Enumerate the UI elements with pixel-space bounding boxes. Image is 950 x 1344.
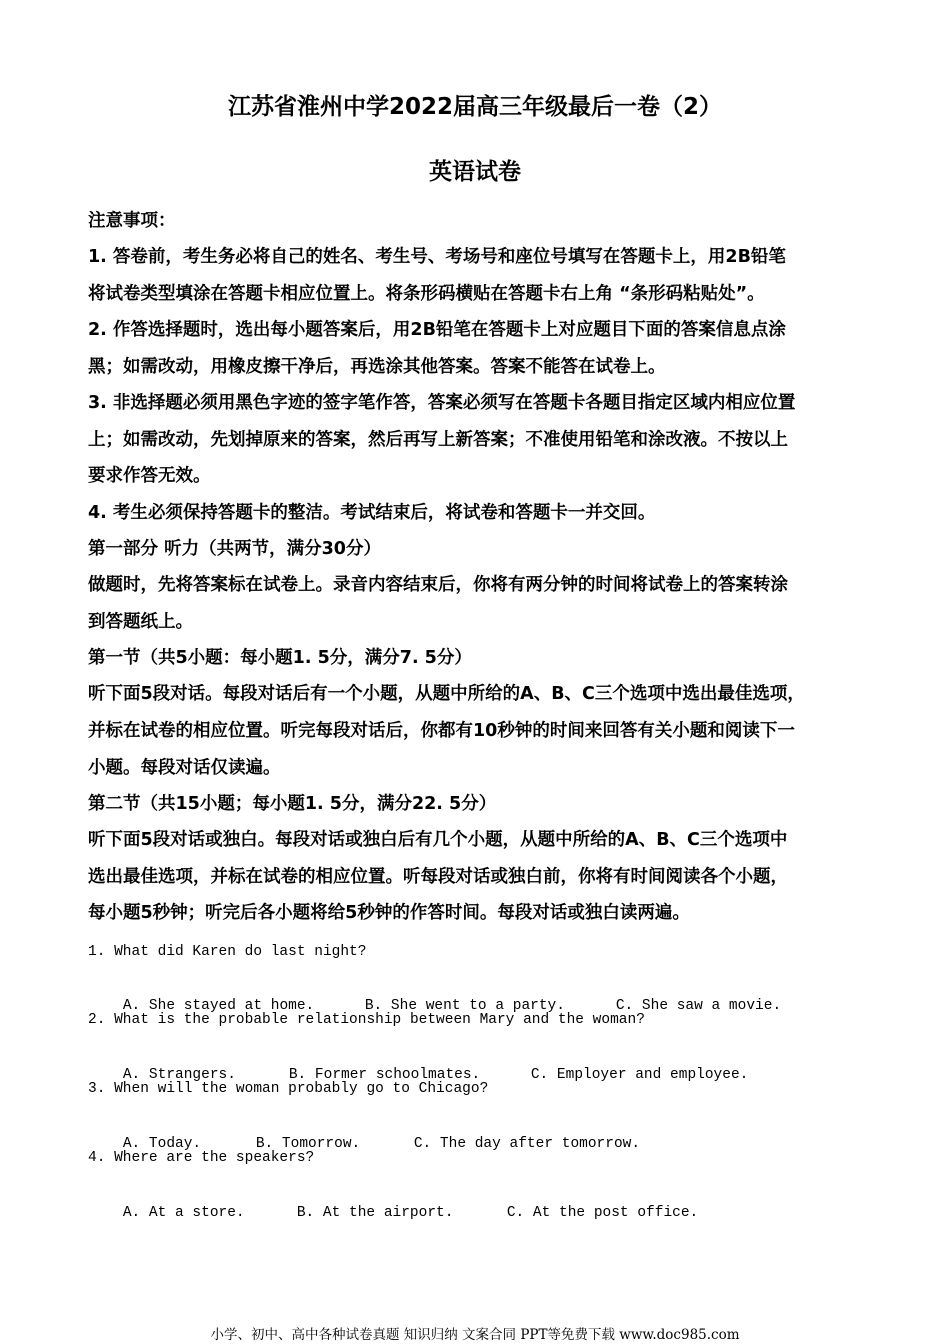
part1-intro-line-2: 到答题纸上。 — [88, 612, 193, 632]
question-2-option-c: C. Employer and employee. — [530, 1067, 749, 1083]
section1-line-3: 小题。每段对话仅读遍。 — [88, 758, 281, 778]
notice-item-2-line-1: 2. 作答选择题时，选出每小题答案后，用2B铅笔在答题卡上对应题目下面的答案信息点涂 — [88, 320, 786, 340]
notice-item-4-line-1: 4. 考生必须保持答题卡的整洁。考试结束后，将试卷和答题卡一并交回。 — [88, 503, 656, 523]
question-3-option-b: B. Tomorrow. — [255, 1136, 361, 1152]
section2-heading: 第二节（共15小题；每小题1. 5分，满分22. 5分） — [88, 794, 497, 814]
section1-line-2: 并标在试卷的相应位置。听完每段对话后，你都有10秒钟的时间来回答有关小题和阅读下一 — [88, 721, 795, 741]
question-2: 2. What is the probable relationship between Mary and the woman? — [88, 1012, 645, 1028]
notice-item-3-line-3: 要求作答无效。 — [88, 466, 211, 486]
question-4: 4. Where are the speakers? — [88, 1150, 315, 1166]
section2-line-2: 选出最佳选项，并标在试卷的相应位置。听每段对话或独白前，你将有时间阅读各个小题， — [88, 867, 788, 887]
question-1-option-c: C. She saw a movie. — [615, 998, 782, 1014]
part1-intro-line-1: 做题时，先将答案标在试卷上。录音内容结束后，你将有两分钟的时间将试卷上的答案转涂 — [88, 575, 788, 595]
question-3: 3. When will the woman probably go to Chicago? — [88, 1081, 489, 1097]
question-1-option-a: A. She stayed at home. — [122, 998, 315, 1014]
question-1-option-b: B. She went to a party. — [364, 998, 565, 1014]
part1-heading: 第一部分 听力（共两节，满分30分） — [88, 539, 381, 559]
section2-line-3: 每小题5秒钟；听完后各小题将给5秒钟的作答时间。每段对话或独白读两遍。 — [88, 903, 690, 923]
notice-heading: 注意事项： — [88, 211, 176, 231]
question-2-option-b: B. Former schoolmates. — [288, 1067, 481, 1083]
question-1: 1. What did Karen do last night? — [88, 944, 367, 960]
exam-subtitle: 英语试卷 — [429, 159, 521, 185]
section1-heading: 第一节（共5小题：每小题1. 5分，满分7. 5分） — [88, 648, 472, 668]
section2-line-1: 听下面5段对话或独白。每段对话或独白后有几个小题，从题中所给的A、B、C三个选项中 — [88, 830, 788, 850]
question-3-option-c: C. The day after tomorrow. — [413, 1136, 641, 1152]
notice-item-2-line-2: 黑；如需改动，用橡皮擦干净后，再选涂其他答案。答案不能答在试卷上。 — [88, 357, 666, 377]
notice-item-3-line-1: 3. 非选择题必须用黑色字迹的签字笔作答，答案必须写在答题卡各题目指定区域内相应位置 — [88, 393, 796, 413]
question-2-option-a: A. Strangers. — [122, 1067, 236, 1083]
question-3-option-a: A. Today. — [122, 1136, 202, 1152]
section1-line-1: 听下面5段对话。每段对话后有一个小题，从题中所给的A、B、C三个选项中选出最佳选项， — [88, 684, 805, 704]
footer-link[interactable]: 小学、初中、高中各种试卷真题 知识归纳 文案合同 PPT等免费下载 www.doc985.com — [210, 1327, 740, 1343]
question-4-option-c: C. At the post office. — [506, 1205, 699, 1221]
question-4-options — [88, 1183, 698, 1243]
notice-item-1-line-2: 将试卷类型填涂在答题卡相应位置上。将条形码横贴在答题卡右上角 “条形码粘贴处”。 — [88, 284, 765, 304]
exam-title: 江苏省淮州中学2022届高三年级最后一卷（2） — [227, 94, 723, 120]
question-4-option-b: B. At the airport. — [296, 1205, 454, 1221]
notice-item-1-line-1: 1. 答卷前，考生务必将自己的姓名、考生号、考场号和座位号填写在答题卡上，用2B铅笔 — [88, 247, 786, 267]
notice-item-3-line-2: 上；如需改动，先划掉原来的答案，然后再写上新答案；不准使用铅笔和涂改液。不按以上 — [88, 430, 788, 450]
question-4-option-a: A. At a store. — [122, 1205, 245, 1221]
